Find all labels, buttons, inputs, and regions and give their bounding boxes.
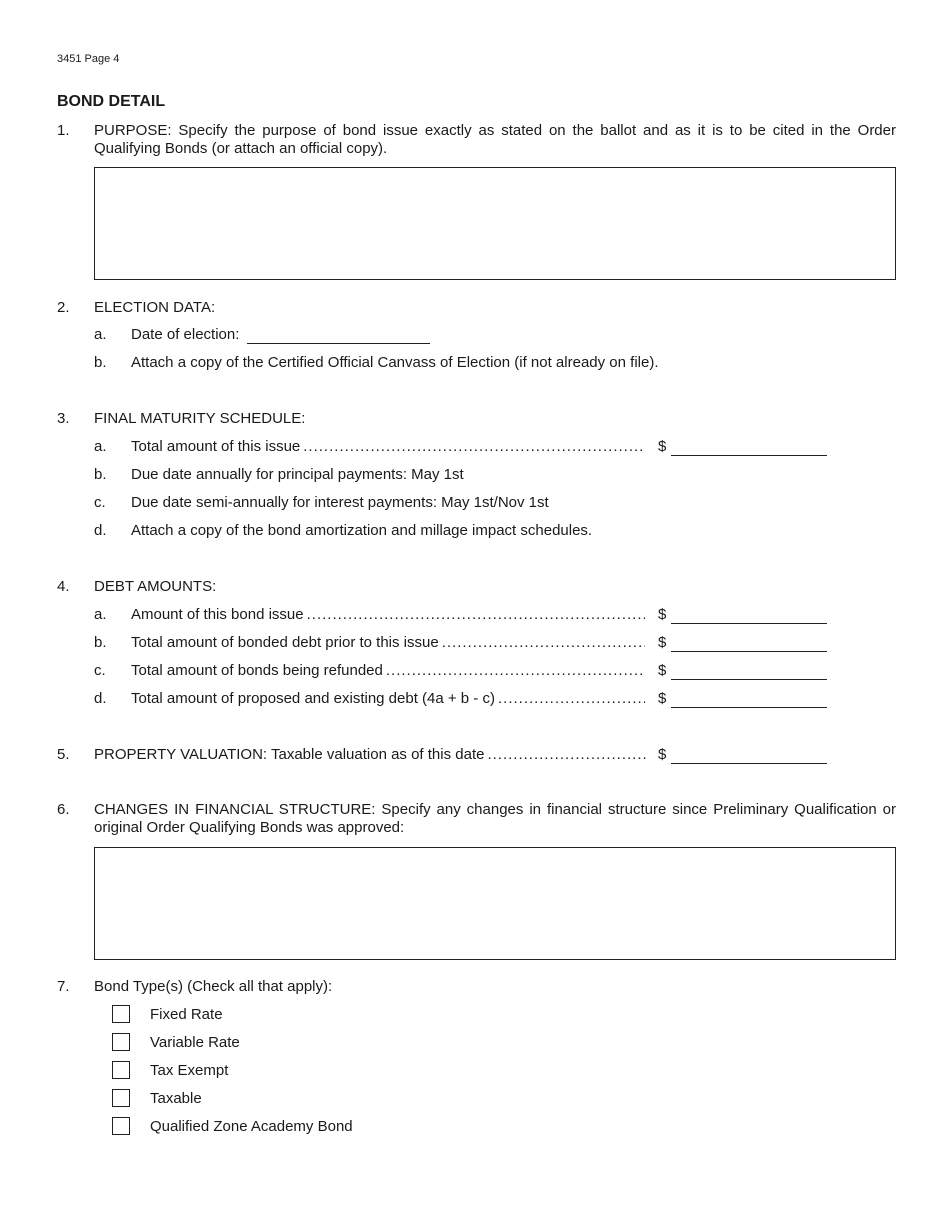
item-3a-letter: a. xyxy=(94,438,107,455)
election-date-field[interactable] xyxy=(247,326,430,344)
leader-dots xyxy=(386,662,645,680)
dollar-sign: $ xyxy=(658,634,667,651)
property-valuation-label: PROPERTY VALUATION: Taxable valuation as of this date xyxy=(94,746,485,763)
item-4-number: 4. xyxy=(57,578,70,595)
canvass-instruction: Attach a copy of the Certified Official Canvass of Election (if not already on file). xyxy=(131,354,659,371)
item-4c-letter: c. xyxy=(94,662,106,679)
purpose-textbox[interactable] xyxy=(94,167,896,280)
election-data-label: ELECTION DATA: xyxy=(94,299,216,316)
prior-debt-label: Total amount of bonded debt prior to this issue xyxy=(131,634,439,651)
refunded-bonds-amount-field[interactable] xyxy=(671,662,827,680)
dollar-sign: $ xyxy=(658,438,667,455)
bond-issue-amount-line xyxy=(131,606,645,624)
property-valuation-amount-field[interactable] xyxy=(671,746,827,764)
item-7-number: 7. xyxy=(57,978,70,995)
item-5-number: 5. xyxy=(57,746,70,763)
dollar-sign: $ xyxy=(658,606,667,623)
dollar-sign: $ xyxy=(658,690,667,707)
leader-dots xyxy=(303,438,645,456)
item-2b-letter: b. xyxy=(94,354,107,371)
leader-dots xyxy=(307,606,645,624)
item-6-number: 6. xyxy=(57,801,70,818)
section-title: BOND DETAIL xyxy=(57,93,166,110)
financial-structure-instructions: CHANGES IN FINANCIAL STRUCTURE: Specify any changes in financial structure since Preliminary Qualification or original Order Qualifying Bonds was approved: xyxy=(94,801,896,836)
bond-types-label: Bond Type(s) (Check all that apply): xyxy=(94,978,333,995)
refunded-bonds-label: Total amount of bonds being refunded xyxy=(131,662,383,679)
tax-exempt-checkbox[interactable] xyxy=(112,1061,130,1079)
leader-dots xyxy=(442,634,645,652)
item-3c-letter: c. xyxy=(94,494,106,511)
item-4b-letter: b. xyxy=(94,634,107,651)
item-1-number: 1. xyxy=(57,122,70,139)
interest-due-date: Due date semi-annually for interest payments: May 1st/Nov 1st xyxy=(131,494,549,511)
taxable-checkbox[interactable] xyxy=(112,1089,130,1107)
item-3d-letter: d. xyxy=(94,522,107,539)
item-3b-letter: b. xyxy=(94,466,107,483)
prior-debt-amount-field[interactable] xyxy=(671,634,827,652)
maturity-schedule-label: FINAL MATURITY SCHEDULE: xyxy=(94,410,306,427)
fixed-rate-checkbox[interactable] xyxy=(112,1005,130,1023)
total-issue-line xyxy=(131,438,645,456)
item-2a-letter: a. xyxy=(94,326,107,343)
total-debt-amount-field[interactable] xyxy=(671,690,827,708)
property-valuation-line xyxy=(94,746,646,764)
bond-issue-amount-label: Amount of this bond issue xyxy=(131,606,304,623)
tax-exempt-label: Tax Exempt xyxy=(150,1062,229,1079)
total-debt-label: Total amount of proposed and existing debt (4a + b - c) xyxy=(131,690,495,707)
item-4a-letter: a. xyxy=(94,606,107,623)
taxable-label: Taxable xyxy=(150,1090,202,1107)
variable-rate-label: Variable Rate xyxy=(150,1034,240,1051)
refunded-bonds-line xyxy=(131,662,645,680)
total-issue-amount-field[interactable] xyxy=(671,438,827,456)
debt-amounts-label: DEBT AMOUNTS: xyxy=(94,578,217,595)
prior-debt-line xyxy=(131,634,645,652)
financial-structure-textbox[interactable] xyxy=(94,847,896,960)
variable-rate-checkbox[interactable] xyxy=(112,1033,130,1051)
purpose-instructions: PURPOSE: Specify the purpose of bond issue exactly as stated on the ballot and as it is to be cited in the Order Qualifying Bonds (or attach an official copy). xyxy=(94,122,896,157)
fixed-rate-label: Fixed Rate xyxy=(150,1006,223,1023)
election-date-label: Date of election: xyxy=(131,326,240,343)
dollar-sign: $ xyxy=(658,746,667,763)
item-3-number: 3. xyxy=(57,410,70,427)
dollar-sign: $ xyxy=(658,662,667,679)
bond-issue-amount-field[interactable] xyxy=(671,606,827,624)
amortization-instruction: Attach a copy of the bond amortization and millage impact schedules. xyxy=(131,522,593,539)
item-4d-letter: d. xyxy=(94,690,107,707)
total-issue-label: Total amount of this issue xyxy=(131,438,301,455)
qzab-label: Qualified Zone Academy Bond xyxy=(150,1118,353,1135)
item-2-number: 2. xyxy=(57,299,70,316)
principal-due-date: Due date annually for principal payments: May 1st xyxy=(131,466,464,483)
leader-dots xyxy=(498,690,645,708)
page-id: 3451 Page 4 xyxy=(57,53,120,65)
qzab-checkbox[interactable] xyxy=(112,1117,130,1135)
total-debt-line xyxy=(131,690,645,708)
leader-dots xyxy=(487,746,646,764)
